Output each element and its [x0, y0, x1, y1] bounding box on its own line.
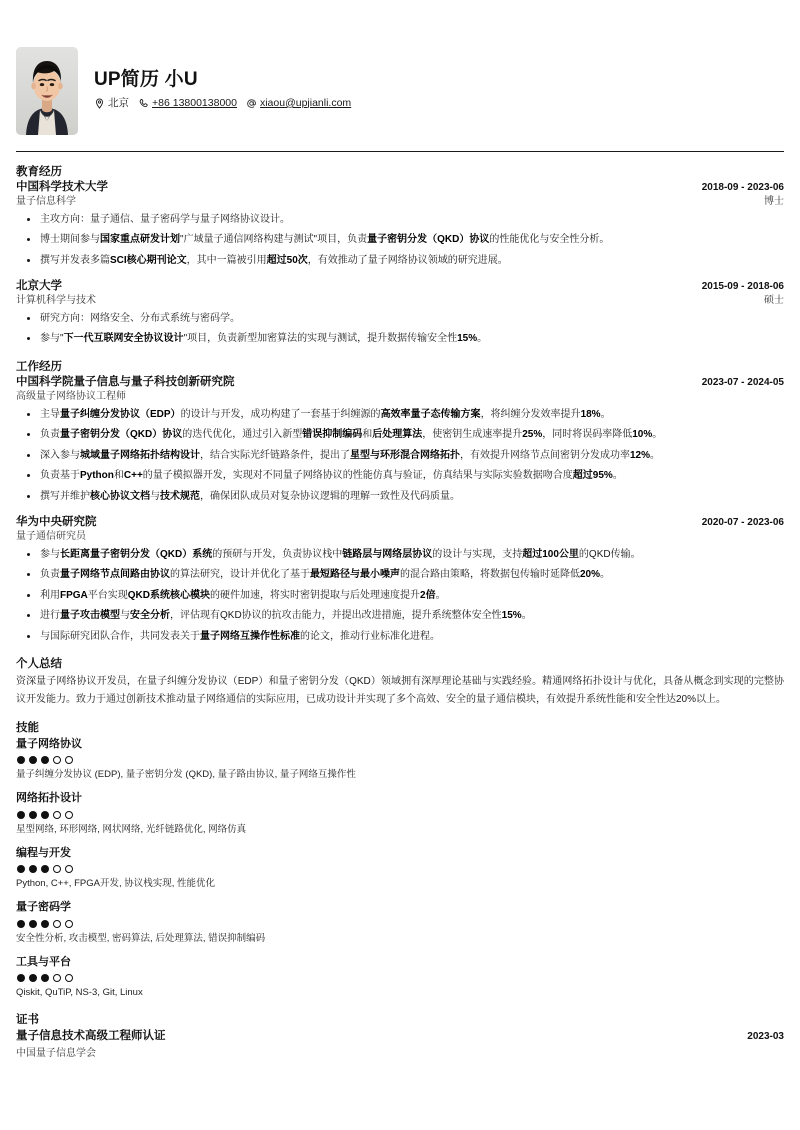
skill-dot-filled	[29, 756, 37, 764]
section-title-summary: 个人总结	[16, 658, 62, 670]
bullet-item: 参与长距离量子密钥分发（QKD）系统的预研与开发，负责协议栈中链路层与网络层协议的设计与实现，支持超过100公里的QKD传输。	[16, 547, 784, 563]
bullet-item: 撰写并维护核心协议文档与技术规范，确保团队成员对复杂协议逻辑的理解一致性及代码质量。	[16, 489, 784, 505]
skill-dot-empty	[53, 756, 61, 764]
organization-name: 北京大学	[16, 280, 62, 293]
certificate-name: 量子信息技术高级工程师认证	[16, 1029, 166, 1042]
skill-dot-filled	[29, 920, 37, 928]
skill-name: 量子密码学	[16, 901, 71, 914]
skill-dot-filled	[29, 865, 37, 873]
section-skills	[16, 721, 784, 1000]
contact-list	[94, 98, 351, 109]
skill-block	[16, 955, 784, 1001]
section-title-education: 教育经历	[16, 166, 62, 178]
contact-location	[94, 98, 129, 109]
skill-dot-filled	[41, 920, 49, 928]
section-work	[16, 360, 784, 644]
skill-level-rating	[17, 920, 784, 928]
skill-dot-filled	[41, 811, 49, 819]
skill-dot-filled	[41, 865, 49, 873]
entry-header	[16, 279, 784, 294]
skill-block	[16, 791, 784, 837]
entry-date-range: 2023-07 - 2024-05	[701, 377, 784, 389]
skill-dot-empty	[65, 756, 73, 764]
entry-subheader	[16, 530, 784, 544]
certificate-issuer: 中国量子信息学会	[16, 1047, 96, 1059]
certificate-entries	[16, 1029, 784, 1059]
skill-dot-filled	[17, 756, 25, 764]
summary-text: 资深量子网络协议开发员，在量子纠缠分发协议（EDP）和量子密钥分发（QKD）领域拥有深厚理论基础与实践经验。精通网络拓扑设计与优化，具备从概念到实现的完整协议开发能力。致力于通过创新技术推动量子网络通信的实际应用，已成功设计并实现了多个高效、安全的量子通信模块，有效提升系统性能和安全性达20%以上。	[16, 676, 784, 705]
bullet-item: 深入参与城域量子网络拓扑结构设计，结合实际光纤链路条件，提出了星型与环形混合网络拓扑，有效提升网络节点间密钥分发成功率12%。	[16, 448, 784, 464]
education-entry	[16, 180, 784, 268]
entry-bullet-list	[16, 212, 784, 269]
work-entry	[16, 375, 784, 504]
entry-date-range: 2015-09 - 2018-06	[701, 281, 784, 293]
entry-role: 高级量子网络协议工程师	[16, 391, 126, 403]
section-title-certificates: 证书	[16, 1014, 39, 1027]
bullet-item: 主攻方向：量子通信、量子密码学与量子网络协议设计。	[16, 212, 784, 228]
skill-keywords: 安全性分析, 攻击模型, 密码算法, 后处理算法, 错误抑制编码	[16, 932, 266, 944]
skill-dot-empty	[65, 865, 73, 873]
skill-level-rating	[17, 756, 784, 764]
education-entries	[16, 180, 784, 346]
skill-dot-empty	[53, 811, 61, 819]
skill-dot-filled	[17, 811, 25, 819]
skill-keywords: Qiskit, QuTiP, NS-3, Git, Linux	[16, 987, 143, 999]
skill-name: 量子网络协议	[16, 737, 82, 750]
skill-keywords: Python, C++, FPGA开发, 协议栈实现, 性能优化	[16, 878, 216, 890]
entry-bullet-list	[16, 311, 784, 347]
skill-block	[16, 900, 784, 946]
skill-dot-empty	[53, 920, 61, 928]
skill-level-rating	[17, 974, 784, 982]
entry-date-range: 2018-09 - 2023-06	[701, 182, 784, 194]
skill-block	[16, 737, 784, 783]
skill-dot-filled	[17, 974, 25, 982]
entry-bullet-list	[16, 547, 784, 645]
organization-name: 华为中央研究院	[16, 516, 97, 529]
skill-dot-empty	[53, 974, 61, 982]
page-title: UP简历 小U	[94, 68, 198, 90]
bullet-item: 进行量子攻击模型与安全分析，评估现有QKD协议的抗攻击能力，并提出改进措施，提升系统整体安全性15%。	[16, 608, 784, 624]
entry-subheader	[16, 294, 784, 308]
bullet-item: 研究方向：网络安全、分布式系统与密码学。	[16, 311, 784, 327]
bullet-item: 主导量子纠缠分发协议（EDP）的设计与开发，成功构建了一套基于纠缠源的高效率量子态传输方案，将纠缠分发效率提升18%。	[16, 407, 784, 423]
section-summary	[16, 657, 784, 708]
email-at-icon	[246, 98, 257, 109]
phone-icon	[138, 98, 149, 109]
bullet-item: 与国际研究团队合作，共同发表关于量子网络互操作性标准的论文，推动行业标准化进程。	[16, 629, 784, 645]
avatar	[16, 47, 78, 135]
skill-dot-empty	[65, 920, 73, 928]
skill-keywords: 量子纠缠分发协议 (EDP), 量子密钥分发 (QKD), 量子路由协议, 量子网络互操作性	[16, 769, 356, 781]
section-education	[16, 165, 784, 347]
header-divider	[16, 151, 784, 152]
education-entry	[16, 279, 784, 346]
resume-header	[16, 0, 784, 137]
entry-degree: 硕士	[764, 295, 784, 307]
skill-dot-empty	[53, 865, 61, 873]
entry-role: 计算机科学与技术	[16, 295, 96, 307]
skill-name: 网络拓扑设计	[16, 792, 82, 805]
bullet-item: 负责基于Python和C++的量子模拟器开发，实现对不同量子网络协议的性能仿真与验证，仿真结果与实际实验数据吻合度超过95%。	[16, 468, 784, 484]
skill-level-rating	[17, 811, 784, 819]
section-certificates	[16, 1013, 784, 1058]
organization-name: 中国科学技术大学	[16, 181, 108, 194]
organization-name: 中国科学院量子信息与量子科技创新研究院	[16, 376, 235, 389]
entry-role: 量子信息科学	[16, 196, 76, 208]
certificate-header	[16, 1029, 784, 1044]
entry-header	[16, 375, 784, 390]
entry-subheader	[16, 195, 784, 209]
skill-block	[16, 846, 784, 892]
bullet-item: 参与"下一代互联网安全协议设计"项目，负责新型加密算法的实现与测试，提升数据传输安全性15%。	[16, 331, 784, 347]
skill-keywords: 星型网络, 环形网络, 网状网络, 光纤链路优化, 网络仿真	[16, 823, 247, 835]
bullet-item: 撰写并发表多篇SCI核心期刊论文，其中一篇被引用超过50次，有效推动了量子网络协议领域的研究进展。	[16, 253, 784, 269]
skill-dot-filled	[29, 811, 37, 819]
entry-header	[16, 515, 784, 530]
location-pin-icon	[94, 98, 105, 109]
entry-bullet-list	[16, 407, 784, 505]
entry-role: 量子通信研究员	[16, 531, 86, 542]
contact-phone-text[interactable]: +86 13800138000	[152, 96, 237, 109]
contact-phone[interactable]	[138, 98, 237, 109]
skill-dot-filled	[17, 920, 25, 928]
skill-dot-filled	[41, 756, 49, 764]
contact-email-text[interactable]: xiaou@upjianli.com	[259, 96, 352, 109]
section-title-work: 工作经历	[16, 360, 62, 373]
section-title-skills: 技能	[16, 722, 39, 735]
work-entry	[16, 515, 784, 644]
entry-header	[16, 180, 784, 195]
skill-dot-filled	[17, 865, 25, 873]
skill-dot-empty	[65, 974, 73, 982]
contact-location-text: 北京	[108, 96, 129, 109]
skill-name: 工具与平台	[16, 955, 71, 968]
bullet-item: 负责量子网络节点间路由协议的算法研究，设计并优化了基于最短路径与最小噪声的混合路由策略，将数据包传输时延降低20%。	[16, 567, 784, 583]
bullet-item: 利用FPGA平台实现QKD系统核心模块的硬件加速，将实时密钥提取与后处理速度提升2倍。	[16, 588, 784, 604]
bullet-item: 博士期间参与国家重点研发计划"广域量子通信网络构建与测试"项目，负责量子密钥分发（QKD）协议的性能优化与安全性分析。	[16, 232, 784, 248]
identity-block	[94, 70, 351, 113]
skill-dot-filled	[41, 974, 49, 982]
skill-dot-empty	[65, 811, 73, 819]
entry-date-range: 2020-07 - 2023-06	[701, 517, 784, 529]
entry-degree: 博士	[764, 196, 784, 208]
certificate-date: 2023-03	[747, 1030, 784, 1042]
contact-email[interactable]	[246, 98, 351, 109]
bullet-item: 负责量子密钥分发（QKD）协议的迭代优化，通过引入新型错误抑制编码和后处理算法，使密钥生成速率提升25%，同时将误码率降低10%。	[16, 427, 784, 443]
certificate-entry	[16, 1029, 784, 1059]
skill-name: 编程与开发	[16, 846, 71, 859]
entry-subheader	[16, 390, 784, 404]
skill-blocks	[16, 737, 784, 1001]
skill-level-rating	[17, 865, 784, 873]
skill-dot-filled	[29, 974, 37, 982]
work-entries	[16, 375, 784, 644]
